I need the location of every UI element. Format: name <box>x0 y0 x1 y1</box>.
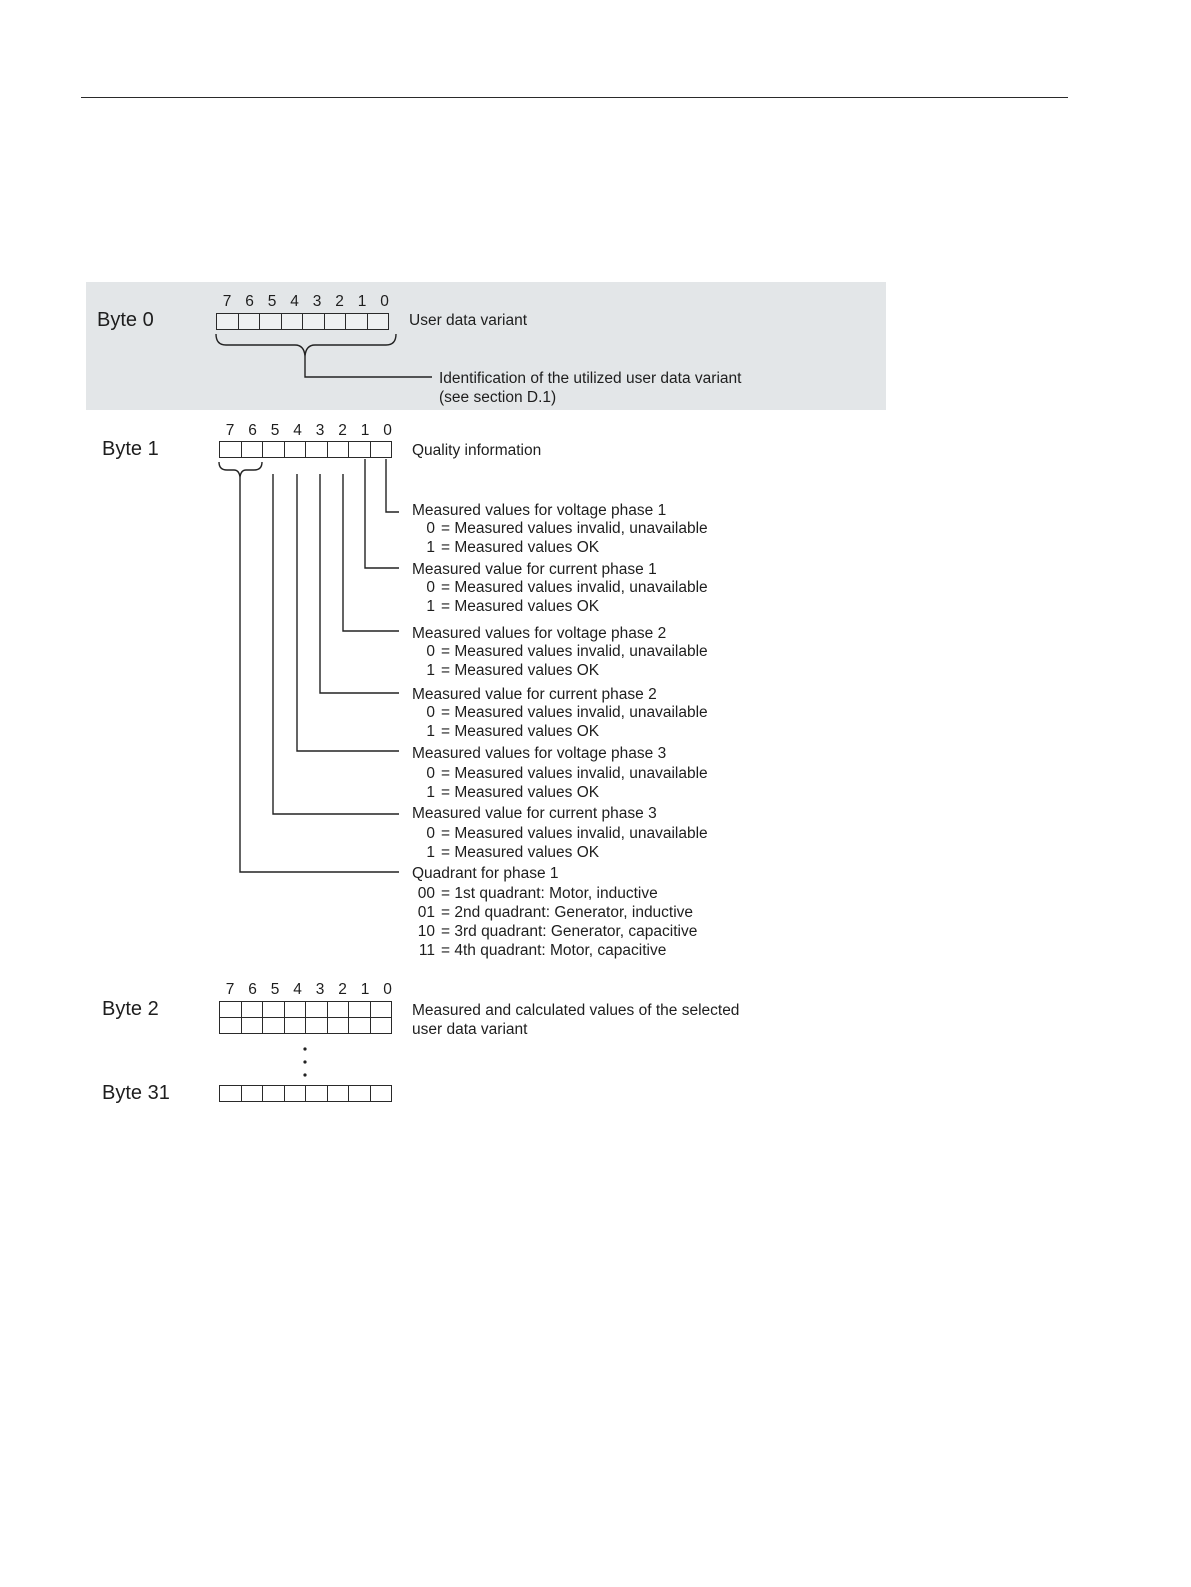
quality-item-title: Measured values for voltage phase 3 <box>412 745 667 762</box>
option-text: = Measured values invalid, unavailable <box>441 825 708 842</box>
byte1-title: Quality information <box>412 442 542 459</box>
option-code: 0 <box>426 643 435 660</box>
ellipsis-dot <box>303 1060 306 1063</box>
option-text: = Measured values OK <box>441 784 600 801</box>
option-code: 01 <box>417 904 435 921</box>
bit-number: 5 <box>270 422 280 439</box>
bit-number: 6 <box>248 981 257 998</box>
quality-item-title: Measured values for voltage phase 2 <box>412 625 667 642</box>
bit-number: 2 <box>338 981 347 998</box>
option-text: = Measured values OK <box>441 539 600 556</box>
bit-number: 3 <box>315 981 325 998</box>
byte2-description-line2: user data variant <box>412 1021 528 1038</box>
option-code: 0 <box>426 704 435 721</box>
leader-bit0 <box>386 459 399 512</box>
option-text: = 2nd quadrant: Generator, inductive <box>441 904 694 921</box>
quality-item-title: Measured value for current phase 1 <box>412 561 657 578</box>
bit-number: 1 <box>360 422 370 439</box>
quality-item-title: Quadrant for phase 1 <box>412 865 559 882</box>
quality-item-title: Measured value for current phase 2 <box>412 686 657 703</box>
byte0-label: Byte 0 <box>97 309 154 331</box>
option-text: = Measured values OK <box>441 598 600 615</box>
option-text: = Measured values invalid, unavailable <box>441 520 708 537</box>
byte31-label: Byte 31 <box>102 1082 170 1104</box>
leader-bit4 <box>297 474 399 751</box>
ellipsis-dot <box>303 1047 306 1050</box>
option-code: 1 <box>426 539 435 556</box>
byte0-leader <box>305 356 432 377</box>
bit-number: 0 <box>380 293 389 310</box>
byte0-note-line2: (see section D.1) <box>439 389 557 406</box>
option-code: 00 <box>417 885 435 902</box>
leader-bit3 <box>320 474 399 693</box>
bit-number: 4 <box>290 293 299 310</box>
byte1-label: Byte 1 <box>102 438 159 460</box>
option-code: 1 <box>426 598 435 615</box>
option-text: = 1st quadrant: Motor, inductive <box>441 885 658 902</box>
ellipsis-dot <box>303 1073 306 1076</box>
option-code: 10 <box>417 923 435 940</box>
byte2-description-line1: Measured and calculated values of the selected <box>412 1002 740 1019</box>
bit-number: 5 <box>267 293 277 310</box>
leader-bit1 <box>365 459 399 568</box>
bit-number: 6 <box>245 293 254 310</box>
bit-number: 6 <box>248 422 257 439</box>
option-text: = Measured values OK <box>441 844 600 861</box>
option-code: 1 <box>426 784 435 801</box>
leader-bit2 <box>343 474 399 631</box>
bit-number: 3 <box>312 293 322 310</box>
option-code: 1 <box>426 662 435 679</box>
option-text: = Measured values invalid, unavailable <box>441 704 708 721</box>
bit-number: 7 <box>225 422 235 439</box>
byte0-title: User data variant <box>409 312 528 329</box>
option-code: 0 <box>426 579 435 596</box>
bit-number: 2 <box>335 293 344 310</box>
option-text: = 4th quadrant: Motor, capacitive <box>441 942 667 959</box>
quality-item-title: Measured values for voltage phase 1 <box>412 502 667 519</box>
option-code: 0 <box>426 765 435 782</box>
bit-number: 3 <box>315 422 325 439</box>
option-code: 0 <box>426 520 435 537</box>
option-text: = 3rd quadrant: Generator, capacitive <box>441 923 698 940</box>
byte2-label: Byte 2 <box>102 998 159 1020</box>
option-text: = Measured values OK <box>441 662 600 679</box>
bit-number: 7 <box>225 981 235 998</box>
bits76-brace <box>219 462 262 477</box>
option-code: 0 <box>426 825 435 842</box>
bit-number: 1 <box>360 981 370 998</box>
option-text: = Measured values invalid, unavailable <box>441 579 708 596</box>
option-text: = Measured values OK <box>441 723 600 740</box>
bit-number: 4 <box>293 981 302 998</box>
ellipsis-dots <box>303 1047 306 1076</box>
byte0-brace <box>216 334 396 356</box>
bit-number: 5 <box>270 981 280 998</box>
bit-number: 2 <box>338 422 347 439</box>
option-text: = Measured values invalid, unavailable <box>441 765 708 782</box>
bit-number: 4 <box>293 422 302 439</box>
bit-number: 1 <box>357 293 367 310</box>
byte0-note-line1: Identification of the utilized user data variant <box>439 370 742 387</box>
quality-item-title: Measured value for current phase 3 <box>412 805 657 822</box>
option-code: 1 <box>426 844 435 861</box>
leader-bit5 <box>273 474 399 814</box>
bit-number: 7 <box>222 293 232 310</box>
option-code: 11 <box>418 942 435 959</box>
bit-number: 0 <box>383 981 392 998</box>
bit-number: 0 <box>383 422 392 439</box>
option-text: = Measured values invalid, unavailable <box>441 643 708 660</box>
option-code: 1 <box>426 723 435 740</box>
